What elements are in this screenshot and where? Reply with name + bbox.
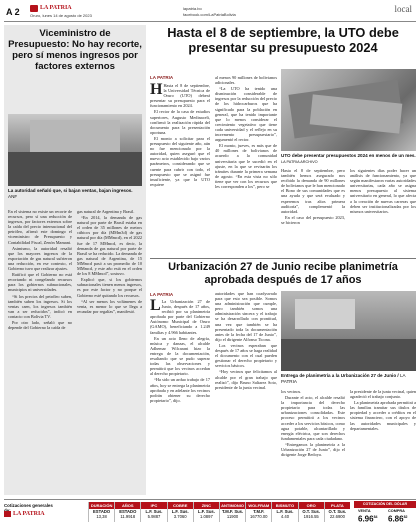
site-url[interactable]: lapatria.bo	[183, 6, 202, 11]
ticker-column	[219, 502, 245, 522]
ticker-column-head: COBRE	[168, 502, 193, 509]
ticker-column-head: IPC	[141, 502, 166, 509]
sidebar-column-2: gas natural de Argentina y Brasil. “En 2014, la demanda de gas natural por parte de Brasil estaba en el orden de 35 millones de metros cúbicos por día (MMm3d) de gas natural por día (MMmcd), en el 2022 fue de 17 MMmcd, es decir, la demanda de gas natural por parte de Brasil se ha reducido. La demanda de gas natural de Argentina, de 15 MMmcd pasó a un promedio de 10 MMmcd, y este año está en el orden de los 8 MMmcd”, sostuvo. Explicó que, si los gobiernos subnacionales tienen menos ingresos, es por este factor y no porque el Gobierno esté quitando los recursos. “Al ser menos los volúmenes de venta, es menor lo que se llega a recaudar por regalías”, manifestó.	[77, 209, 142, 314]
ticker-column-head: AÑOS	[115, 502, 140, 509]
sidebar-story	[4, 25, 146, 495]
usd-box	[354, 501, 416, 523]
photo-people	[8, 152, 142, 186]
ticker-column-value: 5.9887	[147, 514, 161, 519]
drop-cap: L	[150, 299, 161, 314]
ticker-column-head: PLATA	[325, 502, 350, 509]
ticker-column	[245, 502, 271, 522]
ticker-column-value: 16770.00	[250, 514, 268, 519]
ticker-column	[167, 502, 193, 522]
photo-credit: LA PATRIA	[281, 373, 406, 384]
usd-label: COTIZACIÓN DEL DÓLAR	[354, 501, 416, 508]
plan-tag: LA PATRIA	[150, 292, 174, 297]
uto-headline: Hasta el 8 de septiembre, la UTO debe presentar su presupuesto 2024	[167, 25, 399, 55]
sidebar-photo-caption: La autoridad señaló que, si bajan ventas, bajan ingresos. ANF	[8, 188, 133, 199]
uto-photo-caption: UTO debe presentar presupuestos 2024 en menos de un mes. LA PATRIA ARCHIVO	[281, 153, 416, 164]
plan-column-2: autoridades que han coadyuvado para que esto sea posible. Somos una administración que cumple, pero también somos una administración sincera y el trabajo se ha desarrollado con prontitud, una vez que también se ha presentado toda la documentación antes de la fecha del 17 de Junio”, dijo el dirigente Alfonso Ticona. Los vecinos esperaban que después de 17 años se haga realidad el documento con el cual pueden gestionar el derecho propietario y servicios básicos. “Hoy vecinos que felicitamos al alcalde por el gran trabajo que realizó”, dijo Bruno Saltarez Soto, presidente de la junta vecinal.	[215, 291, 277, 390]
ticker-column-unit: T.M.F.	[253, 509, 265, 514]
ticker-table	[88, 502, 350, 522]
ticker-column	[114, 502, 140, 522]
ticker-column-head: DURACIÓN	[90, 503, 113, 508]
ticker-logo: LA PATRIA	[4, 511, 45, 517]
plan-photo	[281, 291, 416, 371]
sidebar-column-1: En el sistema no existe un recorte de recursos, pero sí una reducción de ingresos, por factores externos sobre la caída del precio internacional del petróleo, afirmó este domingo el viceministro de Presupuesto y Contabilidad Fiscal, Zenón Mamani. Asimismo, la autoridad resaltó que los mayores ingresos de la exportación de gas natural sufrieron una reducción, en ese contexto, el Gobierno tuvo que realizar ajustes. Ratificó que el Gobierno no está recortando ni congelando recursos para los gobiernos subnacionales, municipios ni universidades. “Si los precios del petróleo suben, también suben los ingresos. Si los ventas caen, los ingresos también van a ser reducidos”, indicó en contacto con Bolivia TV. Por otro lado, señaló que no depende del Gobierno la caída de	[8, 209, 72, 331]
ticker-column-value: 11900	[226, 514, 239, 519]
venta-label: VENTA	[358, 509, 371, 513]
ticker-column-head: WOLFRAM	[246, 502, 271, 509]
ticker-column	[271, 502, 297, 522]
page-header	[0, 0, 420, 22]
venta-value: 6.96$^{84}$	[358, 514, 378, 524]
ticker-column	[193, 502, 219, 522]
uto-column-1: H Hasta el 8 de septiembre, la Universidad Técnica de Oruro (UTO) deberá presentar su presupuesto para el funcionamiento en 2024. El rector de la casa de estudios superiores, Augusto Medinaceli, confirmó la realización rápida del documento para la presentación oportuna. El monto a solicitar para el presupuesto del siguiente año, aún no fue mencionado por la autoridad, quien aseguró que el nuevo acto establecido bajo varios parámetros, considerando que se cuente para cubrir con todo, el presupuesto que se asignó fue insuficiente, ya que la UTO requiere	[150, 83, 210, 187]
uto-column-4: los siguientes días poder hacer un análisis de funcionamiento, ya que según manifestaron varias autoridades universitarias, cada año se asigna menos presupuesto al sistema universitario en general, lo que afecta a la creación de nuevas carreras que deben ser institucionalizadas por los mismos universitarios.	[350, 168, 416, 214]
sidebar-title: Viceministro de Presupuesto: No hay recorte, pero sí menos ingresos por factores externos	[8, 28, 142, 72]
masthead-logo: LA PATRIA	[30, 4, 72, 12]
uto-column-2: al menos 90 millones de bolivianos adicionales. “La UTO ha tenido una disminución considerable de ingresos por la reducción del precio de los hidrocarburos que ha significado para la población en general, que ha tenido importante que lo menos considerar el crecimiento vegetativo que tiene cada universidad y el reflejo en su incremento presupuestario”, argumentó el rector. El monto, jueves, es más que de 40 millones de bolivianos de acuerdo a la comunidad universitaria que le sucedió en el ajuste, en la que se revisarán los trámites durante la primera semana de agosto. “En esta vista no sólo tiene que ver con los recursos que les corresponden a los”, pero se	[215, 75, 277, 189]
page-number: A 2	[6, 7, 20, 17]
compra-value: 6.86$^{82}$	[388, 514, 408, 524]
plan-story	[150, 261, 416, 495]
photo-building	[295, 299, 355, 329]
ticker-column-value: 1.0897	[199, 514, 213, 519]
ticker-column	[140, 502, 166, 522]
plan-headline: Urbanización 27 de Junio recibe planimetría aprobada después de 17 años	[168, 261, 398, 286]
ticker-column-unit: O.T. Sus.	[328, 509, 347, 514]
plan-column-1: L La Urbanización 27 de Junio, después de 17 años, recibió por su planimetría aprobada por parte del Gobierno Autónomo Municipal de Oruro (GAMO), beneficiando a 1.249 familias y 4.966 habitantes. En un acto lleno de alegría, música y danzas, el alcalde Adhemar Wilcarani hizo la entrega de la documentación, resaltando que se pudo superar todas las observaciones y permitirá que los vecinos accedan al derecho propietario. “Ha sido un arduo trabajo de 17 años, hoy se entrega la planimetría aprobada y en adelante los vecinos podrán obtener su derecho propietario”, dijo.	[150, 299, 210, 403]
uto-tag: LA PATRIA	[150, 75, 174, 80]
ticker-column-value: 22.6900	[329, 514, 345, 519]
ticker-column-value: 13,38	[96, 514, 107, 519]
ticker-column-head: BISMUTO	[272, 502, 297, 509]
ticker-label: Cotizaciones generales	[4, 503, 53, 508]
ticker-column-unit: L.F. Sus.	[276, 509, 294, 514]
ticker-column-value: 3.7060	[173, 514, 187, 519]
ticker-column-head: ZINC	[194, 502, 219, 509]
ticker-column-unit: L.F. Sus.	[145, 509, 163, 514]
ticker-column-unit: T.M.F. Sus.	[222, 509, 244, 514]
ticker-column-unit: L.F. Sus.	[197, 509, 215, 514]
ticker-column-head: ANTIMONIO	[221, 503, 245, 508]
ticker-column	[324, 502, 350, 522]
ticker-column-head: ORO	[299, 502, 324, 509]
ticker-column-value: 1916.55	[303, 514, 319, 519]
ticker-column-value: 4.40	[280, 514, 290, 519]
plan-column-4: la presidente de la junta vecinal, quien agradeció el trabajo conjunto. La planimetría aprobada permitirá a las familias tramitar sus títulos de propiedad y acceder a créditos en el sistema financiero, con el apoyo de las autoridades municipales y departamentales.	[350, 389, 416, 431]
header-divider	[4, 21, 416, 22]
ticker-cells	[88, 502, 350, 522]
compra-label: COMPRA	[388, 509, 405, 513]
social-url[interactable]: facebook.com/LaPatriaBolivia	[183, 12, 236, 17]
logo-mark-icon	[4, 511, 11, 517]
ticker-column-unit: O.T. Sus.	[302, 509, 321, 514]
ticker-column	[298, 502, 324, 522]
sidebar-photo	[8, 114, 142, 186]
ticker-column-value: 11.9918	[120, 514, 136, 519]
uto-photo	[281, 69, 416, 151]
plan-photo-caption: Entrega de planimetría a la Urbanización 27 de Junio / LA PATRIA	[281, 373, 406, 384]
photo-credit: ANF	[8, 193, 18, 199]
section-name: local	[394, 4, 412, 14]
ticker-column-unit: ESTADO	[119, 509, 137, 514]
photo-crowd	[281, 339, 416, 371]
issue-date: Oruro, lunes 14 de agosto de 2023	[30, 13, 92, 18]
uto-column-3: Hasta el 8 de septiembre, pero también hemos asegurado nos recibido la demanda de 90 millones de bolivianos que le han mencionado el Bono de sus comunidades que es una ayuda y que será evaluado y esperemos tras altos primera auditoría”, complementó la autoridad. En el caso del presupuesto 2023, se hicieron	[281, 168, 345, 225]
quotes-ticker	[4, 499, 416, 523]
drop-cap: H	[150, 83, 163, 98]
plan-column-3: los vecinos. Durante el acto, el alcalde resaltó la importancia del derecho propietario para todas las urbanizaciones consolidadas. Este proceso permitirá a los vecinos acceder a los servicios básicos, como agua potable, alcantarillado y energía eléctrica, que son derechos fundamentales para cada ciudadano. “Entregamos la planimetría a la Urbanización 27 de Junio”, dijo el dirigente Jorge Bedoya.	[281, 389, 345, 458]
story-divider	[150, 258, 416, 259]
uto-story	[150, 25, 416, 255]
ticker-column-unit: ESTADO	[93, 509, 111, 514]
logo-mark-icon	[30, 5, 38, 12]
photo-credit: LA PATRIA ARCHIVO	[281, 159, 318, 164]
ticker-column	[88, 502, 114, 522]
ticker-column-unit: L.F. Sus.	[171, 509, 189, 514]
